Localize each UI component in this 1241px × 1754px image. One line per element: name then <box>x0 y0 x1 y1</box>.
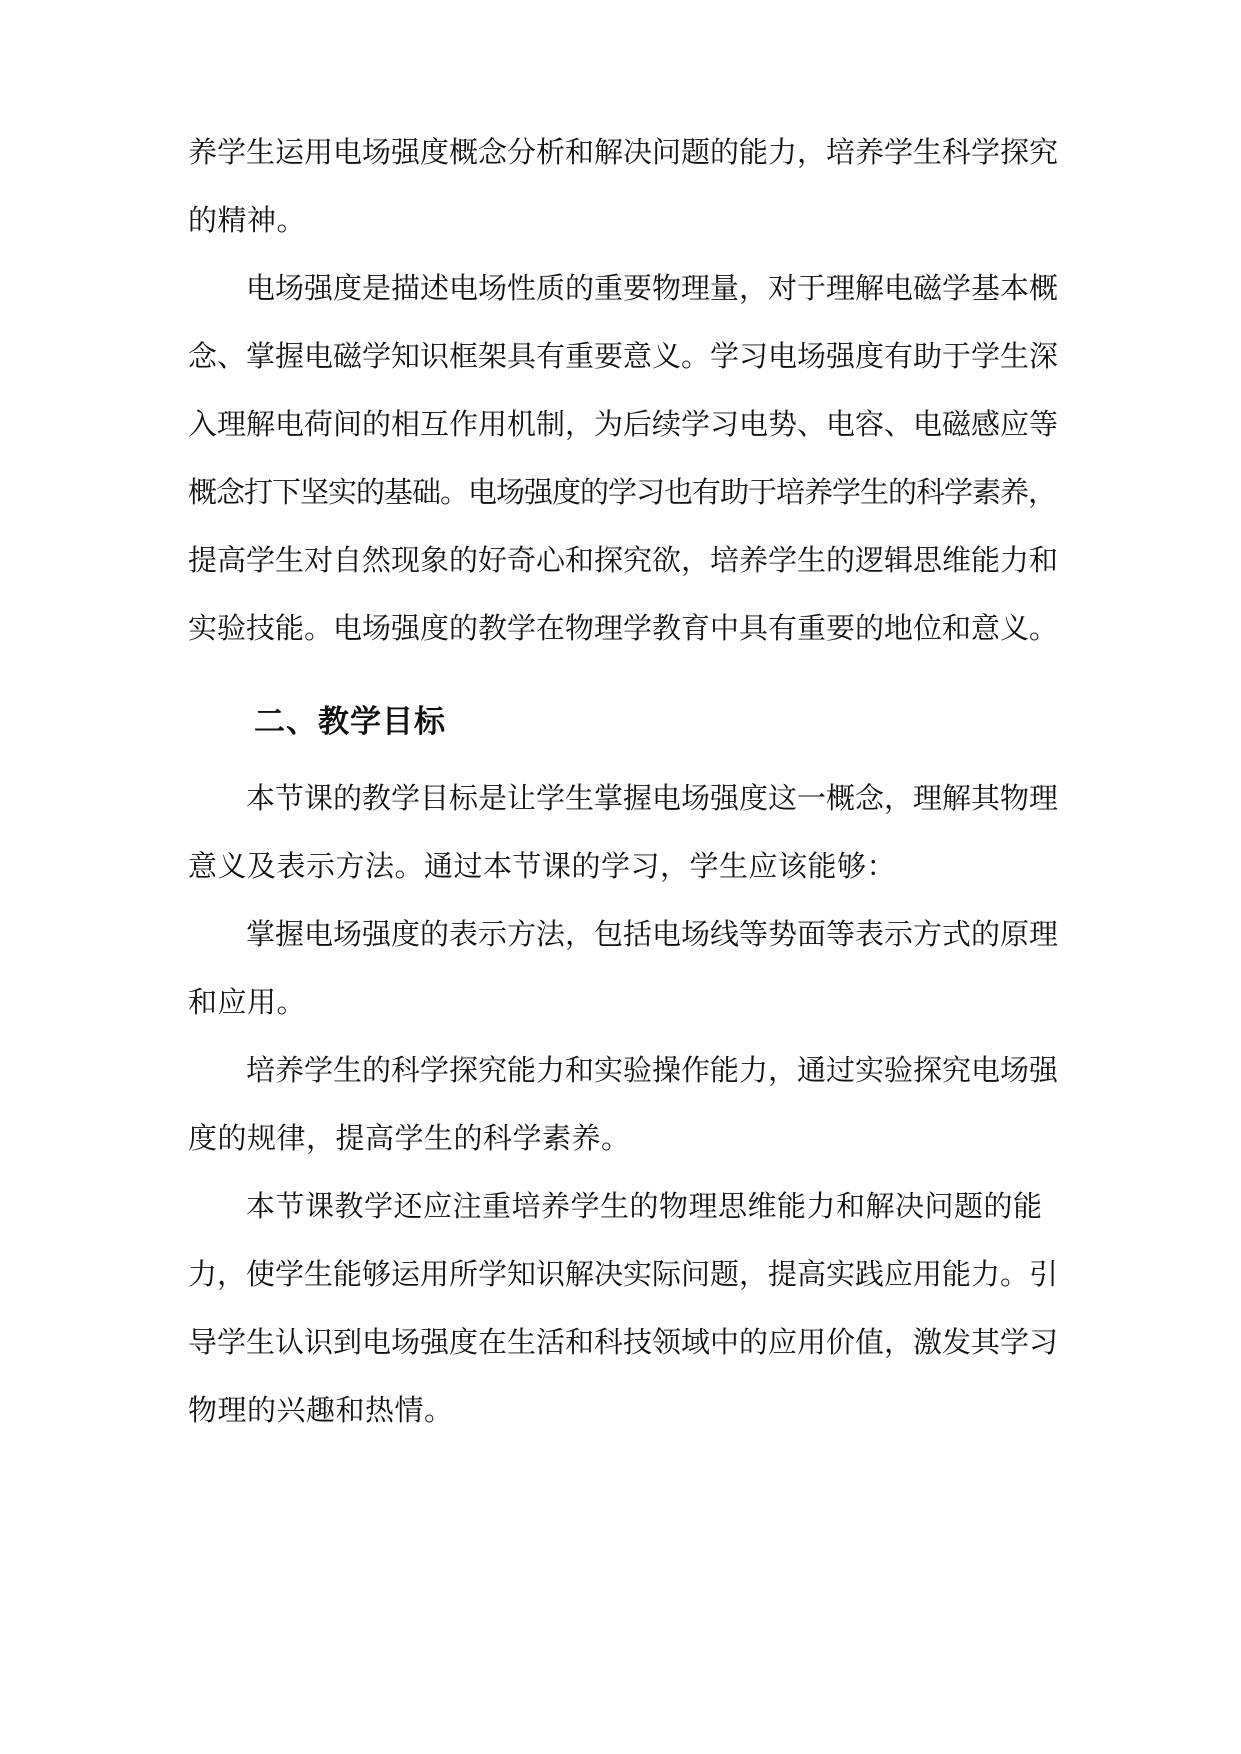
paragraph-6-line-2: 力，使学生能够运用所学知识解决实际问题，提高实践应用能力。引 <box>188 1257 1059 1291</box>
paragraph-1-line-1: 养学生运用电场强度概念分析和解决问题的能力，培养学生科学探究 <box>188 135 1059 169</box>
paragraph-6-line-4: 物理的兴趣和热情。 <box>188 1393 454 1427</box>
paragraph-5-line-2: 度的规律，提高学生的科学素养。 <box>188 1121 631 1155</box>
paragraph-6-line-3: 导学生认识到电场强度在生活和科技领域中的应用价值，激发其学习 <box>188 1325 1059 1359</box>
paragraph-3-line-2: 意义及表示方法。通过本节课的学习，学生应该能够： <box>188 849 897 883</box>
paragraph-4-line-2: 和应用。 <box>188 985 307 1019</box>
paragraph-3-line-1: 本节课的教学目标是让学生掌握电场强度这一概念，理解其物理 <box>246 781 1059 815</box>
paragraph-2-line-4: 概念打下坚实的基础。电场强度的学习也有助于培养学生的科学素养， <box>188 475 1057 509</box>
paragraph-2-line-1: 电场强度是描述电场性质的重要物理量，对于理解电磁学基本概 <box>246 271 1059 305</box>
paragraph-4-line-1: 掌握电场强度的表示方法，包括电场线等势面等表示方式的原理 <box>246 917 1059 951</box>
paragraph-2-line-3: 入理解电荷间的相互作用机制，为后续学习电势、电容、电磁感应等 <box>188 407 1059 441</box>
paragraph-2-line-2: 念、掌握电磁学知识框架具有重要意义。学习电场强度有助于学生深 <box>188 339 1059 373</box>
paragraph-5-line-1: 培养学生的科学探究能力和实验操作能力，通过实验探究电场强 <box>246 1053 1059 1087</box>
paragraph-2-line-5: 提高学生对自然现象的好奇心和探究欲，培养学生的逻辑思维能力和 <box>188 543 1059 577</box>
paragraph-1-line-2: 的精神。 <box>188 203 307 237</box>
section-heading: 二、教学目标 <box>254 704 446 740</box>
paragraph-2-line-6: 实验技能。电场强度的教学在物理学教育中具有重要的地位和意义。 <box>188 611 1059 645</box>
paragraph-6-line-1: 本节课教学还应注重培养学生的物理思维能力和解决问题的能 <box>246 1189 1043 1223</box>
